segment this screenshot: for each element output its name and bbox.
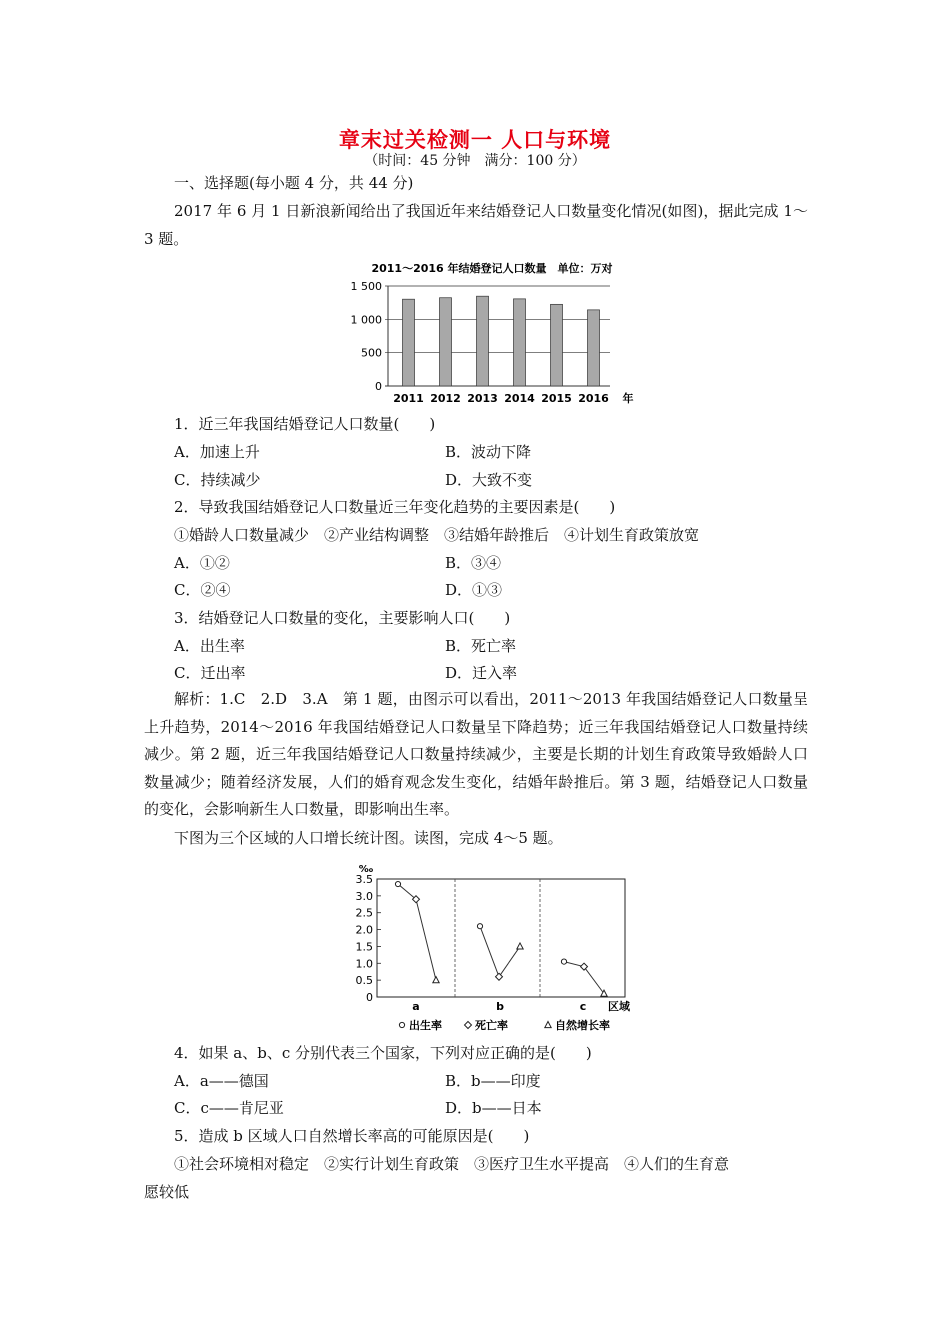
legend-marker-triangle xyxy=(545,1022,551,1028)
bar-chart-y-tick: 1 500 xyxy=(350,280,382,293)
q3-option-d[interactable]: D．迁入率 xyxy=(445,664,518,682)
growth-chart-y-tick: 1.5 xyxy=(355,940,373,954)
q2-choices: ①婚龄人口数量减少 ②产业结构调整 ③结婚年龄推后 ④计划生育政策放宽 xyxy=(174,526,700,544)
growth-chart-x-unit: 区域 xyxy=(608,1000,630,1013)
bar-chart-y-tick: 1 000 xyxy=(350,313,382,327)
region-line-b xyxy=(480,926,520,977)
bar-chart-x-tick: 2012 xyxy=(430,392,461,405)
point-c-circle xyxy=(561,959,566,964)
analysis-paragraph: 解析：1.C 2.D 3.A 第 1 题，由图示可以看出，2011～2013 年我国结婚登记人口数量呈上升趋势，2014～2016 年我国结婚登记人口数量呈下降趋势；近三年我国结婚登记人口数量持续减少。第 2 题，近三年我国结婚登记人口数量持续减少，主要是长期的计划生育政策导致婚龄人口数量减少；随着经济发展，人们的婚育观念发生变化，结婚年龄推后。第 3 题，结婚登记人口数量的变化，会影响新生人口数量，即影响出生率。 xyxy=(144,690,808,819)
bar-chart-x-tick: 2011 xyxy=(393,392,424,405)
bar-chart-x-tick: 2016 xyxy=(578,392,609,405)
legend-label: 出生率 xyxy=(409,1019,442,1032)
legend-marker-diamond xyxy=(465,1022,472,1029)
legend-label: 死亡率 xyxy=(475,1019,508,1032)
legend-label: 自然增长率 xyxy=(555,1019,610,1032)
q1-option-b[interactable]: B．波动下降 xyxy=(445,443,532,461)
q1-option-a[interactable]: A．加速上升 xyxy=(174,443,260,461)
point-a-triangle xyxy=(433,977,439,983)
region-label-b: b xyxy=(496,1000,504,1013)
growth-chart-y-tick: 2.0 xyxy=(355,923,373,937)
page-title: 章末过关检测一 人口与环境 xyxy=(338,128,612,152)
section-heading: 一、选择题(每小题 4 分，共 44 分) xyxy=(174,174,414,192)
bar-chart-y-tick: 500 xyxy=(361,346,382,360)
bar-chart-x-tick: 2014 xyxy=(504,392,535,405)
intro-paragraph-2: 下图为三个区域的人口增长统计图。读图，完成 4～5 题。 xyxy=(174,829,563,847)
q3-option-c[interactable]: C．迁出率 xyxy=(174,664,246,682)
growth-chart-y-tick: 2.5 xyxy=(355,906,373,920)
growth-chart-y-tick: 0.5 xyxy=(355,974,373,988)
bar-chart-x-tick: 2013 xyxy=(467,392,498,405)
growth-chart-y-unit: ‰ xyxy=(358,864,374,875)
growth-chart-y-tick: 1.0 xyxy=(355,957,373,971)
bar-2013 xyxy=(477,296,489,386)
point-b-diamond xyxy=(496,973,503,980)
bar-chart-x-unit: 年 xyxy=(622,392,634,405)
q2-option-d[interactable]: D．①③ xyxy=(445,581,503,599)
marriage-bar-chart xyxy=(340,256,640,406)
q5-choices-line-1: ①社会环境相对稳定 ②实行计划生育政策 ③医疗卫生水平提高 ④人们的生育意 xyxy=(174,1155,730,1173)
legend-marker-circle xyxy=(399,1022,404,1027)
point-b-triangle xyxy=(517,943,523,949)
point-b-circle xyxy=(477,924,482,929)
q2-option-a[interactable]: A．①② xyxy=(174,554,230,572)
q2-option-c[interactable]: C．②④ xyxy=(174,581,231,599)
region-label-a: a xyxy=(412,1000,420,1013)
q4-stem: 4．如果 a、b、c 分别代表三个国家，下列对应正确的是( ) xyxy=(174,1044,592,1062)
bar-2011 xyxy=(403,299,415,386)
growth-chart-y-tick: 0 xyxy=(366,991,373,1004)
q3-option-b[interactable]: B．死亡率 xyxy=(445,637,517,655)
q3-stem: 3．结婚登记人口数量的变化，主要影响人口( ) xyxy=(174,609,511,627)
bar-2012 xyxy=(440,298,452,386)
q5-stem: 5．造成 b 区域人口自然增长率高的可能原因是( ) xyxy=(174,1127,530,1145)
q4-option-a[interactable]: A．a——德国 xyxy=(174,1072,269,1090)
q2-option-b[interactable]: B．③④ xyxy=(445,554,502,572)
bar-chart-y-tick: 0 xyxy=(375,380,382,393)
q4-option-c[interactable]: C．c——肯尼亚 xyxy=(174,1099,284,1117)
q3-option-a[interactable]: A．出生率 xyxy=(174,637,245,655)
q5-choices-line-2: 愿较低 xyxy=(144,1183,190,1201)
q4-option-b[interactable]: B．b——印度 xyxy=(445,1072,541,1090)
q1-option-d[interactable]: D．大致不变 xyxy=(445,471,533,489)
point-a-circle xyxy=(395,881,400,886)
bar-2014 xyxy=(514,299,526,386)
intro-paragraph-1: 2017 年 6 月 1 日新浪新闻给出了我国近年来结婚登记人口数量变化情况(如图)，据此完成 1～3 题。 xyxy=(144,202,808,248)
bar-chart-x-tick: 2015 xyxy=(541,392,572,405)
page-subtitle: （时间：45 分钟 满分：100 分） xyxy=(364,153,586,169)
growth-chart-y-tick: 3.0 xyxy=(355,889,373,903)
q2-stem: 2．导致我国结婚登记人口数量近三年变化趋势的主要因素是( ) xyxy=(174,498,616,516)
q1-option-c[interactable]: C．持续减少 xyxy=(174,471,261,489)
q1-stem: 1．近三年我国结婚登记人口数量( ) xyxy=(174,415,436,433)
bar-chart-title: 2011～2016 年结婚登记人口数量 单位：万对 xyxy=(371,262,613,275)
population-growth-chart xyxy=(340,860,650,1038)
bar-2015 xyxy=(551,304,563,386)
bar-2016 xyxy=(588,310,600,386)
region-label-c: c xyxy=(579,1000,587,1013)
point-c-diamond xyxy=(581,963,588,970)
growth-chart-y-tick: 3.5 xyxy=(355,873,373,886)
q4-option-d[interactable]: D．b——日本 xyxy=(445,1099,542,1117)
